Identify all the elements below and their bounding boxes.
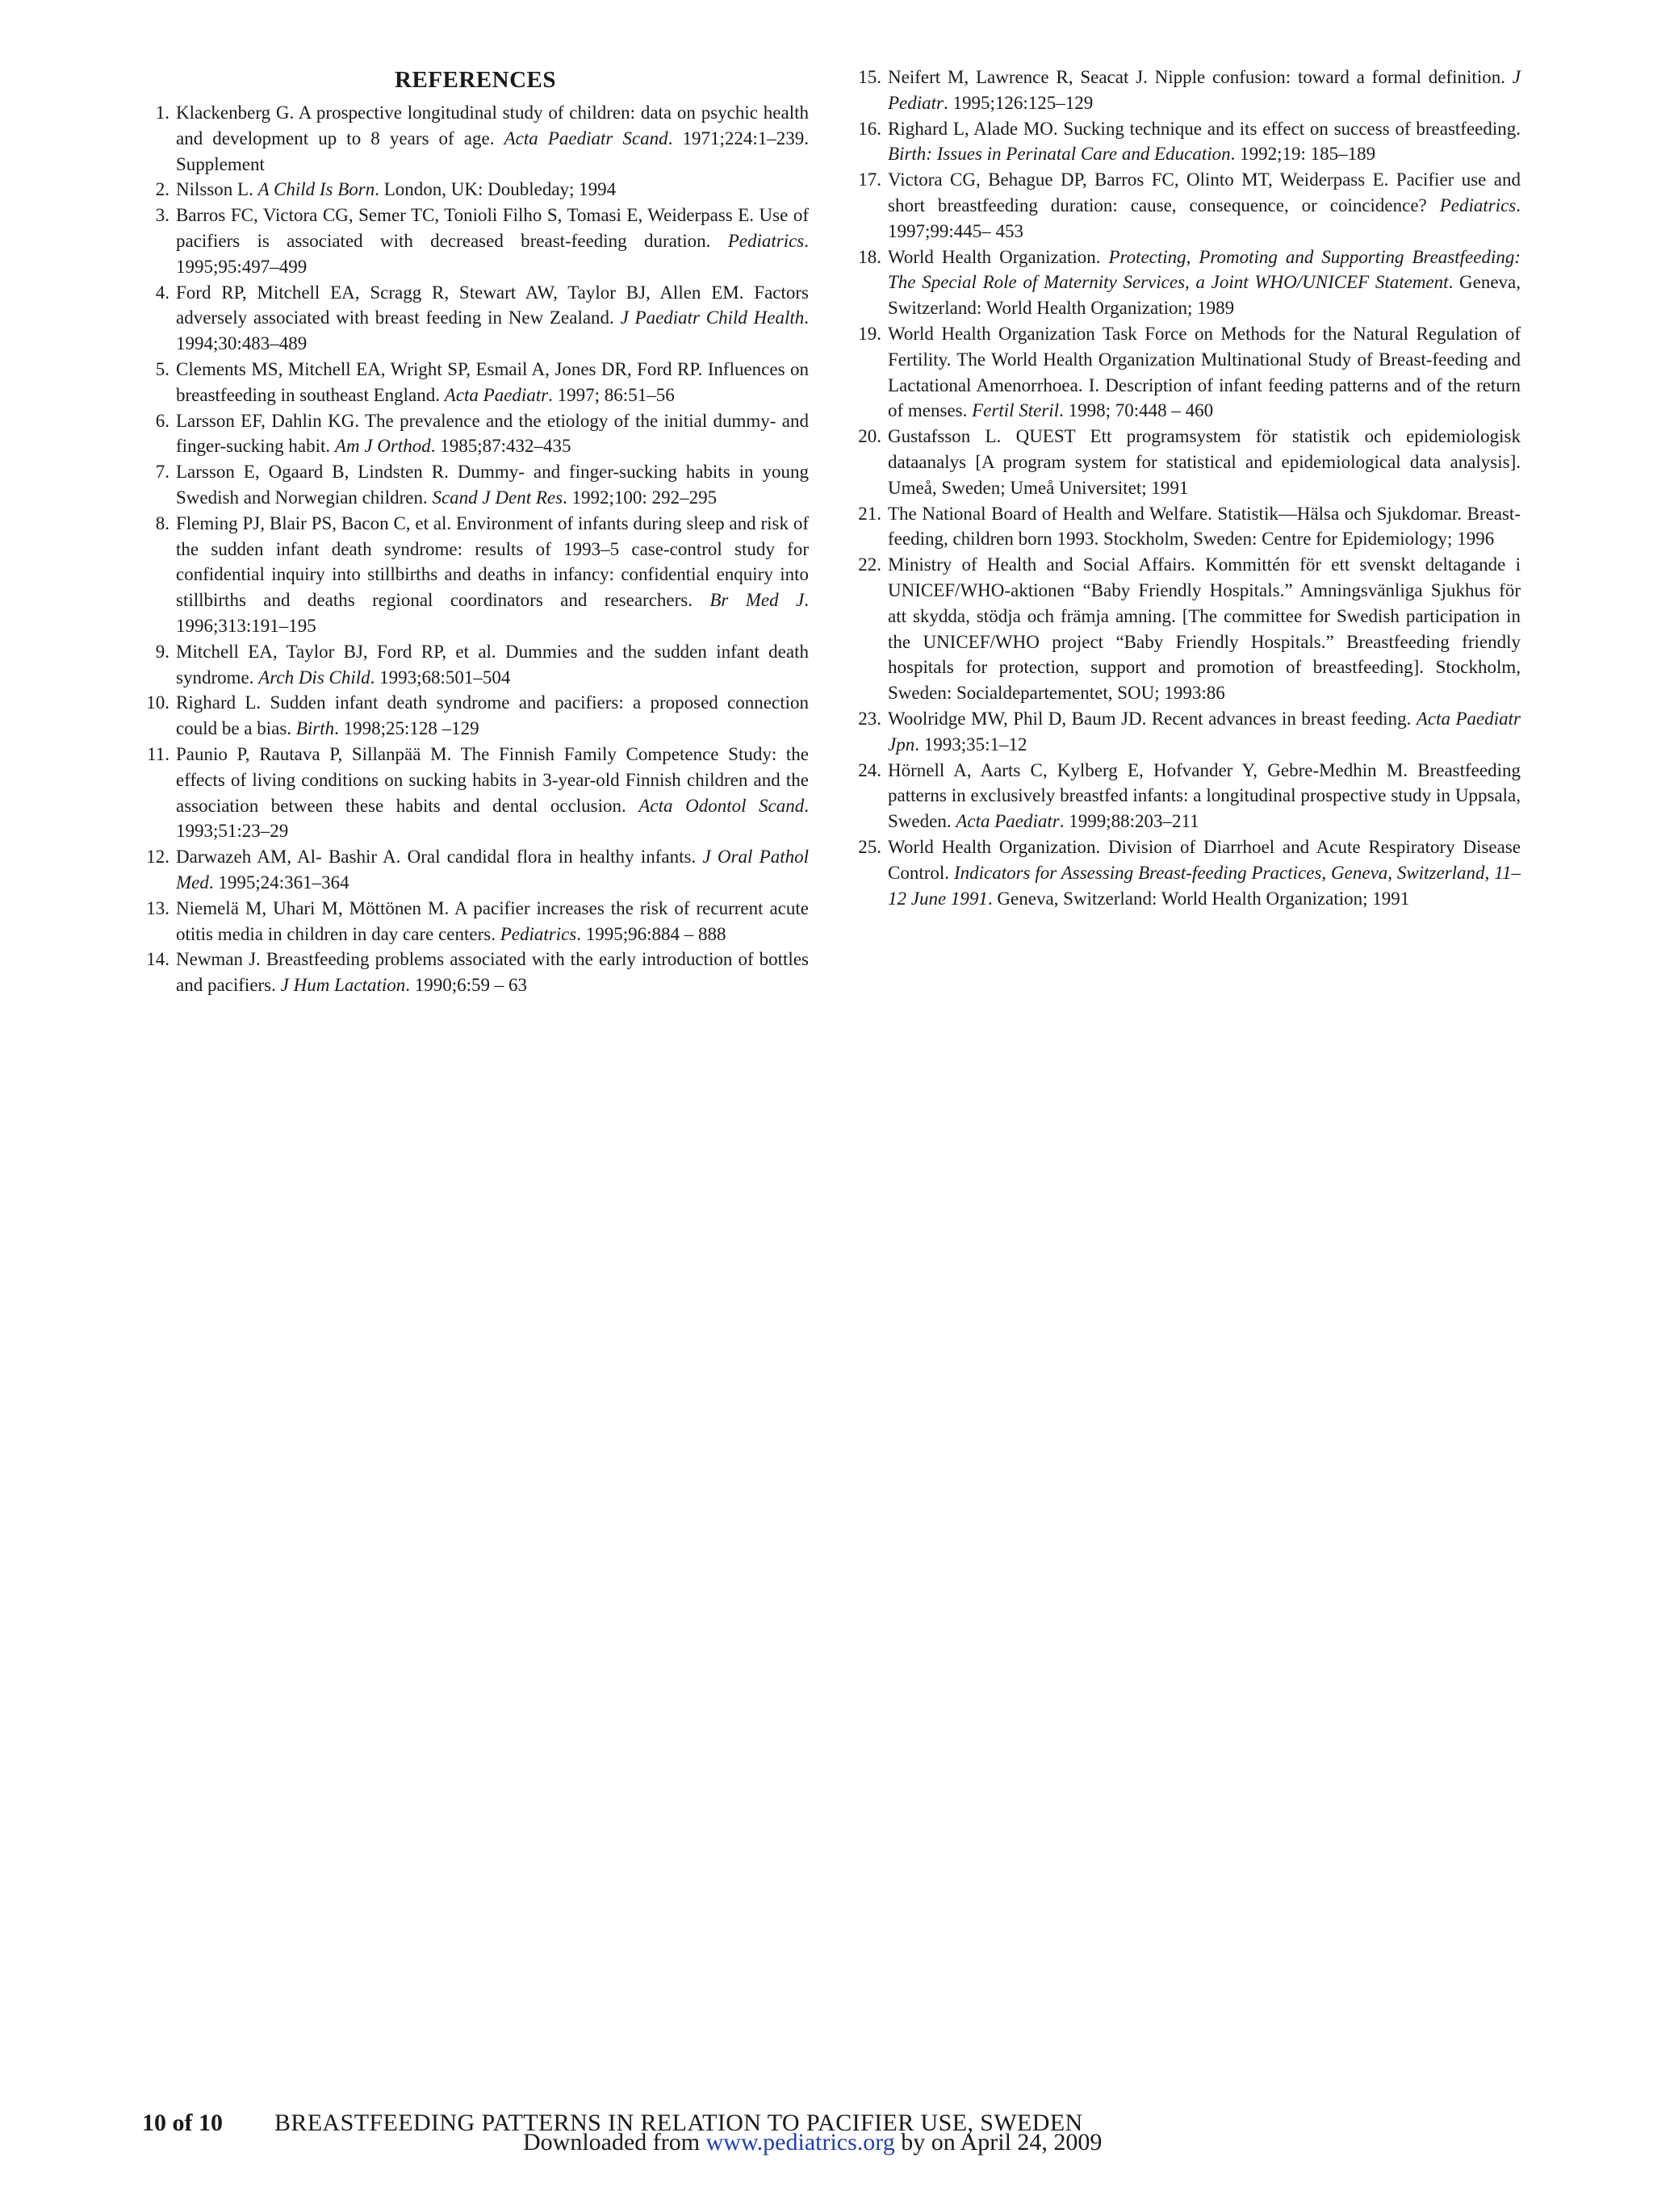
reference-item <box>142 100 809 177</box>
reference-text <box>888 65 1521 116</box>
reference-number: 9. <box>155 641 169 662</box>
reference-journal-title: Acta Odontol Scand <box>638 795 805 816</box>
reference-journal-title: Birth: Issues in Perinatal Care and Education <box>888 144 1231 165</box>
reference-number: 13. <box>146 897 169 918</box>
reference-text-run: . 1999;88:203–211 <box>1059 811 1199 832</box>
reference-number: 24. <box>858 759 881 780</box>
reference-text-run: Righard L. Sudden infant death syndrome and pacifiers: a proposed connection could be a bias. <box>176 692 809 739</box>
reference-text <box>176 896 809 947</box>
reference-journal-title: Birth <box>295 718 335 739</box>
reference-number: 14. <box>146 949 169 970</box>
reference-text <box>176 742 809 844</box>
reference-text-run: Gustafsson L. QUEST Ett programsystem för statistik och epidemiologisk dataanalys [A program system for statistical and epidemiological data analysis]. Umeå, Sweden; Umeå Universitet; 1991 <box>888 426 1521 498</box>
reference-text-run: World Health Organization Task Force on Methods for the Natural Regulation of Fertility. The World Health Organization Multinational Study of Breast-feeding and Lactational Amenorrhoea. I. Description of infant feeding patterns and of the return of menses. <box>888 323 1521 421</box>
reference-item <box>142 177 809 203</box>
reference-text-run: Victora CG, Behague DP, Barros FC, Olinto MT, Weiderpass E. Pacifier use and short breastfeeding duration: cause, consequence, or coincidence? <box>888 169 1521 215</box>
reference-journal-title: A Child Is Born <box>257 179 375 200</box>
reference-text <box>888 552 1521 706</box>
reference-text <box>176 177 809 203</box>
reference-text-run: Larsson EF, Dahlin KG. The prevalence and the etiology of the initial dummy- and finger-sucking habit. <box>176 410 809 457</box>
reference-item <box>854 321 1521 424</box>
reference-number: 17. <box>858 169 881 190</box>
reference-item <box>142 896 809 947</box>
reference-item <box>854 245 1521 321</box>
reference-text-run: . 1996;313:191–195 <box>176 590 809 636</box>
reference-item <box>142 690 809 742</box>
reference-item <box>142 511 809 639</box>
reference-text-run: . 1971;224:1–239. Supplement <box>176 128 810 174</box>
reference-item <box>142 459 809 511</box>
reference-number: 8. <box>155 512 169 533</box>
reference-text-run: Klackenberg G. A prospective longitudinal study of children: data on psychic health and development up to 8 years of age. <box>176 102 809 148</box>
reference-list-left <box>142 100 809 998</box>
reference-text <box>888 424 1521 500</box>
reference-text-run: . 1985;87:432–435 <box>430 436 571 457</box>
reference-item <box>854 706 1521 758</box>
reference-text-run: . 1994;30:483–489 <box>176 307 809 354</box>
reference-text-run: . 1995;95:497–499 <box>176 230 809 277</box>
reference-journal-title: Protecting, Promoting and Supporting Breastfeeding: The Special Role of Maternity Services, a Joint WHO/UNICEF Statement <box>888 246 1521 293</box>
reference-journal-title: Br Med J <box>709 590 805 611</box>
reference-text <box>888 706 1521 758</box>
reference-item <box>142 357 809 408</box>
reference-text-run: Darwazeh AM, Al- Bashir A. Oral candidal flora in healthy infants. <box>176 847 703 868</box>
reference-text-run: Neifert M, Lawrence R, Seacat J. Nipple confusion: toward a formal definition. <box>888 67 1513 87</box>
reference-item <box>142 203 809 279</box>
reference-text-run: . Geneva, Switzerland: World Health Organization; 1989 <box>888 272 1521 319</box>
reference-text <box>888 167 1521 244</box>
reference-number: 3. <box>155 205 169 226</box>
reference-journal-title: Pediatrics <box>1439 194 1517 215</box>
reference-number: 15. <box>858 67 881 87</box>
reference-text <box>176 639 809 691</box>
reference-text-run: . 1992;19: 185–189 <box>1230 144 1376 165</box>
reference-text-run: . 1990;6:59 – 63 <box>405 975 528 996</box>
reference-text <box>176 459 809 511</box>
reference-item <box>854 65 1521 116</box>
reference-text-run: . 1993;51:23–29 <box>176 795 810 842</box>
reference-text-run: Nilsson L. <box>176 179 258 200</box>
reference-journal-title: J Pediatr <box>888 67 1521 113</box>
reference-journal-title: Arch Dis Child <box>258 667 370 688</box>
reference-text <box>888 834 1521 911</box>
reference-item <box>142 280 809 357</box>
reference-item <box>854 834 1521 911</box>
reference-number: 22. <box>858 554 881 575</box>
reference-journal-title: J Oral Pathol Med <box>176 847 809 893</box>
reference-journal-title: Indicators for Assessing Breast-feeding Practices, Geneva, Switzerland, 11–12 June 1991 <box>888 862 1521 909</box>
download-suffix: by on April 24, 2009 <box>894 2129 1103 2156</box>
reference-text-run: . 1997;99:445– 453 <box>888 194 1521 241</box>
reference-number: 18. <box>858 246 881 267</box>
references-heading: REFERENCES <box>395 67 556 93</box>
reference-number: 10. <box>146 692 169 713</box>
reference-journal-title: J Hum Lactation <box>280 975 406 996</box>
reference-text-run: Larsson E, Ogaard B, Lindsten R. Dummy- and finger-sucking habits in young Swedish and Norwegian children. <box>176 462 809 508</box>
reference-text-run: . London, UK: Doubleday; 1994 <box>375 179 617 200</box>
reference-text-run: Barros FC, Victora CG, Semer TC, Tonioli Filho S, Tomasi E, Weiderpass E. Use of pacifiers is associated with decreased breast-feeding duration. <box>176 205 809 251</box>
reference-text-run: Clements MS, Mitchell EA, Wright SP, Esmail A, Jones DR, Ford RP. Influences on breastfeeding in southeast England. <box>176 358 809 405</box>
reference-text-run: World Health Organization. <box>888 246 1109 267</box>
reference-item <box>854 552 1521 706</box>
reference-text <box>176 408 809 460</box>
reference-text <box>888 116 1521 168</box>
reference-text <box>176 511 809 639</box>
reference-number: 6. <box>155 410 169 431</box>
reference-text-run: Newman J. Breastfeeding problems associated with the early introduction of bottles and pacifiers. <box>176 949 809 996</box>
reference-text-run: The National Board of Health and Welfare. Statistik—Hälsa och Sjukdomar. Breast-feeding, children born 1993. Stockholm, Sweden: Centre for Epidemiology; 1996 <box>888 503 1521 550</box>
reference-text-run: Paunio P, Rautava P, Sillanpää M. The Finnish Family Competence Study: the effects of living conditions on sucking habits in 3-year-old Finnish children and the association between these habits and dental occlusion. <box>176 743 809 816</box>
reference-text-run: Woolridge MW, Phil D, Baum JD. Recent advances in breast feeding. <box>888 708 1417 729</box>
reference-text <box>176 100 809 177</box>
reference-number: 4. <box>155 282 169 303</box>
download-notice <box>523 2129 1102 2156</box>
reference-number: 12. <box>146 847 169 868</box>
reference-text <box>888 501 1521 553</box>
reference-text-run: Hörnell A, Aarts C, Kylberg E, Hofvander Y, Gebre-Medhin M. Breastfeeding patterns in exclusively breastfed infants: a longitudinal prospective study in Uppsala, Sweden. <box>888 759 1521 832</box>
reference-number: 11. <box>147 743 169 764</box>
reference-number: 20. <box>858 426 881 447</box>
reference-item <box>142 947 809 998</box>
reference-journal-title: Pediatrics <box>500 923 577 944</box>
reference-text-run: . 1993;68:501–504 <box>370 667 511 688</box>
reference-text-run: Ministry of Health and Social Affairs. Kommittén för ett svenskt deltagande i UNICEF/WHO-aktionen “Baby Friendly Hospitals.” Amningsvänliga Sjukhus för att skydda, stödja och främja amning. [The committee for Swedish participation in the UNICEF/WHO project “Baby Friendly Hospitals.” Breastfeeding friendly hospitals for protection, support and promotion of breastfeeding]. Stockholm, Sweden: Socialdepartementet, SOU; 1993:86 <box>888 554 1521 704</box>
reference-text-run: Mitchell EA, Taylor BJ, Ford RP, et al. Dummies and the sudden infant death syndrome. <box>176 641 809 688</box>
reference-text-run: . 1998; 70:448 – 460 <box>1059 400 1214 421</box>
reference-text-run: . 1995;126:125–129 <box>944 92 1094 113</box>
reference-column-left <box>142 65 809 998</box>
reference-text <box>176 203 809 279</box>
reference-journal-title: J Paediatr Child Health <box>620 307 805 328</box>
reference-item <box>854 116 1521 168</box>
reference-text-run: . 1995;96:884 – 888 <box>576 923 726 944</box>
reference-item <box>142 742 809 844</box>
reference-text <box>176 844 809 896</box>
reference-number: 2. <box>155 179 169 200</box>
reference-number: 21. <box>858 503 881 524</box>
reference-text <box>888 245 1521 321</box>
reference-text <box>176 947 809 998</box>
reference-text-run: World Health Organization. Division of Diarrhoel and Acute Respiratory Disease Control. <box>888 836 1521 883</box>
pediatrics-link[interactable]: www.pediatrics.org <box>705 2129 895 2156</box>
reference-number: 19. <box>858 323 881 344</box>
reference-journal-title: Am J Orthod <box>334 436 431 457</box>
reference-text-run: . Geneva, Switzerland: World Health Organization; 1991 <box>987 888 1410 909</box>
reference-text-run: . 1998;25:128 –129 <box>334 718 479 739</box>
reference-text <box>176 357 809 408</box>
reference-list-right <box>854 65 1521 911</box>
reference-item <box>142 639 809 691</box>
reference-text-run: . 1997; 86:51–56 <box>548 384 675 405</box>
reference-text-run: Fleming PJ, Blair PS, Bacon C, et al. Environment of infants during sleep and risk of the sudden infant death syndrome: results of 1993–5 case-control study for confidential inquiry into stillbirths and deaths in infancy: confidential enquiry into stillbirths and deaths regional coordinators and researchers. <box>176 512 809 611</box>
reference-item <box>854 501 1521 553</box>
reference-number: 5. <box>155 358 169 379</box>
reference-text-run: . 1993;35:1–12 <box>914 734 1027 755</box>
reference-item <box>142 408 809 460</box>
reference-text <box>888 758 1521 834</box>
reference-item <box>854 758 1521 834</box>
reference-item <box>854 167 1521 244</box>
reference-text-run: Ford RP, Mitchell EA, Scragg R, Stewart AW, Taylor BJ, Allen EM. Factors adversely associated with breast feeding in New Zealand. <box>176 282 809 328</box>
reference-journal-title: Fertil Steril <box>972 400 1060 421</box>
reference-text <box>176 690 809 742</box>
reference-text-run: Righard L, Alade MO. Sucking technique and its effect on success of breastfeeding. <box>888 118 1521 139</box>
reference-journal-title: Pediatrics <box>727 230 805 251</box>
reference-number: 25. <box>858 836 881 857</box>
reference-journal-title: Acta Paediatr <box>444 384 549 405</box>
reference-number: 16. <box>858 118 881 139</box>
reference-text <box>888 321 1521 424</box>
reference-number: 7. <box>155 462 169 483</box>
download-prefix: Downloaded from <box>523 2129 706 2156</box>
reference-journal-title: Scand J Dent Res <box>432 487 563 508</box>
running-title: BREASTFEEDING PATTERNS IN RELATION TO PACIFIER USE, SWEDEN <box>274 2110 1083 2136</box>
reference-number: 1. <box>155 102 169 123</box>
reference-text <box>176 280 809 357</box>
reference-item <box>142 844 809 896</box>
reference-text-run: . 1995;24:361–364 <box>208 872 349 893</box>
reference-journal-title: Acta Paediatr <box>956 811 1060 832</box>
reference-text-run: Niemelä M, Uhari M, Möttönen M. A pacifier increases the risk of recurrent acute otitis media in children in day care centers. <box>176 897 809 944</box>
reference-item <box>854 424 1521 500</box>
reference-journal-title: Acta Paediatr Jpn <box>888 708 1521 755</box>
reference-journal-title: Acta Paediatr Scand <box>504 128 668 148</box>
reference-number: 23. <box>858 708 881 729</box>
reference-text-run: . 1992;100: 292–295 <box>563 487 718 508</box>
page-number: 10 of 10 <box>142 2110 223 2136</box>
reference-column-right <box>854 65 1521 911</box>
